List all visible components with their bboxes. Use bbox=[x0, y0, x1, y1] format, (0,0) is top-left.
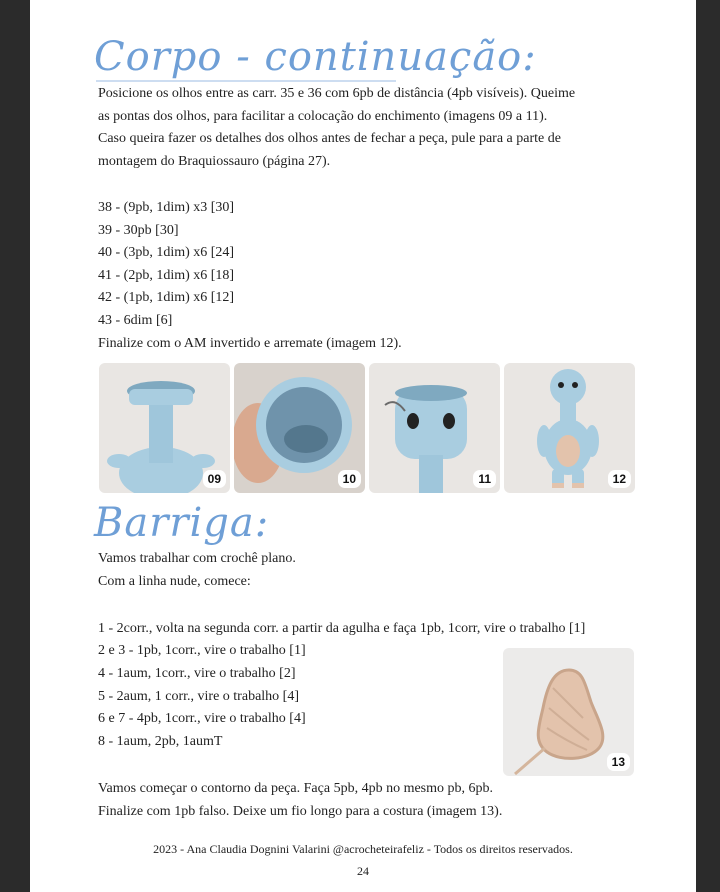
photo-11 bbox=[369, 363, 500, 493]
closing-line: Finalize com o AM invertido e arremate (imagem 12). bbox=[98, 336, 402, 351]
section-title-barriga: Barriga: bbox=[94, 500, 270, 546]
intro-line: Com a linha nude, comece: bbox=[98, 574, 251, 589]
round-row: 42 - (1pb, 1dim) x6 [12] bbox=[98, 290, 235, 305]
closing-line: Finalize com 1pb falso. Deixe um fio longo para a costura (imagem 13). bbox=[98, 804, 503, 819]
round-row: 4 - 1aum, 1corr., vire o trabalho [2] bbox=[98, 666, 296, 681]
photo-number-badge: 10 bbox=[338, 470, 361, 488]
photo-10 bbox=[234, 363, 365, 493]
intro-line: as pontas dos olhos, para facilitar a colocação do enchimento (imagens 09 a 11). bbox=[98, 109, 548, 124]
intro-line: montagem do Braquiossauro (página 27). bbox=[98, 154, 331, 169]
page-number: 24 bbox=[357, 864, 369, 878]
document-page bbox=[30, 0, 696, 892]
photo-number-badge: 09 bbox=[203, 470, 226, 488]
round-row: 40 - (3pb, 1dim) x6 [24] bbox=[98, 245, 235, 260]
intro-line: Caso queira fazer os detalhes dos olhos antes de fechar a peça, pule para a parte de bbox=[98, 131, 561, 146]
round-row: 1 - 2corr., volta na segunda corr. a partir da agulha e faça 1pb, 1corr, vire o trabalho [1] bbox=[98, 621, 586, 636]
photo-12 bbox=[504, 363, 635, 493]
round-row: 38 - (9pb, 1dim) x3 [30] bbox=[98, 200, 235, 215]
photo-number-badge: 12 bbox=[608, 470, 631, 488]
closing-line: Vamos começar o contorno da peça. Faça 5pb, 4pb no mesmo pb, 6pb. bbox=[98, 781, 494, 796]
photo-number-badge: 13 bbox=[607, 753, 630, 771]
round-row: 6 e 7 - 4pb, 1corr., vire o trabalho [4] bbox=[98, 711, 306, 726]
title-underline bbox=[96, 80, 396, 82]
photo-13 bbox=[503, 648, 634, 776]
round-row: 43 - 6dim [6] bbox=[98, 313, 173, 328]
round-row: 41 - (2pb, 1dim) x6 [18] bbox=[98, 268, 235, 283]
footer-copyright: 2023 - Ana Claudia Dognini Valarini @acrocheteirafeliz - Todos os direitos reservados. bbox=[153, 842, 573, 856]
section-title-corpo: Corpo - continuação: bbox=[94, 34, 537, 80]
round-row: 5 - 2aum, 1 corr., vire o trabalho [4] bbox=[98, 689, 299, 704]
photo-09 bbox=[99, 363, 230, 493]
photo-number-badge: 11 bbox=[473, 470, 496, 488]
round-row: 39 - 30pb [30] bbox=[98, 223, 179, 238]
round-row: 2 e 3 - 1pb, 1corr., vire o trabalho [1] bbox=[98, 643, 306, 658]
round-row: 8 - 1aum, 2pb, 1aumT bbox=[98, 734, 223, 749]
intro-line: Posicione os olhos entre as carr. 35 e 36 com 6pb de distância (4pb visíveis). Queime bbox=[98, 86, 576, 101]
intro-line: Vamos trabalhar com crochê plano. bbox=[98, 551, 296, 566]
